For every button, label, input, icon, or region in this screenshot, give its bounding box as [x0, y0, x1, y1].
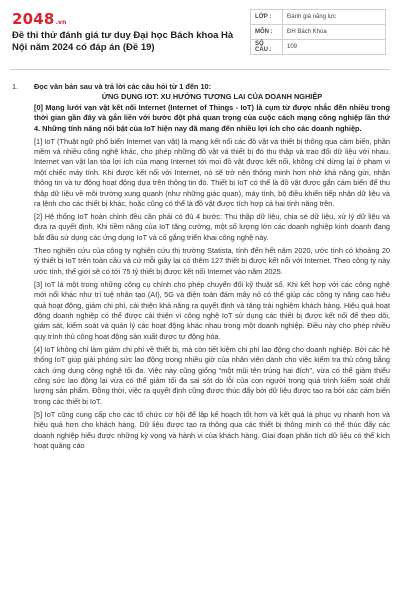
question-number: 1. [12, 82, 19, 91]
meta-value: ĐH Bách Khoa [283, 25, 386, 40]
meta-value: Đánh giá năng lực [283, 10, 386, 25]
paragraph-0: [0] Mạng lưới vạn vật kết nối Internet (Internet of Things - IoT) là cụm từ được nhắc đến nhiều trong thời gian gần đây và gắn liền với bước đột phá quan trọng của cuộc cách mạng công nghiệp lần thứ 4. Những tính năng nổi bật của IoT hiện nay đã mang đến nhiều lợi ích cho các doanh nghiệp. [34, 102, 390, 133]
question-content [12, 82, 390, 454]
paragraph-4: [3] IoT là một trong những công cụ chính cho phép chuyển đổi kỹ thuật số. Khi kết hợp với các công nghệ mới nổi khác như trí tuệ nhân tạo (AI), 5G và điện toán đám mây nó có thể giúp các công ty nâng cao hiệu quả hoạt động, giảm chi phí, cải thiện khả năng ra quyết định và tăng trải nghiệm khách hàng. Hiệu quả hoạt động doanh nghiệp có thể được cải thiện vì công nghệ IoT sử dụng các thiết bị được kết nối để theo dõi, giám sát, kiểm soát và quản lý các hoạt động khác nhau trong một doanh nghiệp. Điều này cho phép nhiều quy trình thủ công hoạt động sản xuất được tự động hóa. [34, 279, 390, 341]
header-divider [10, 69, 390, 70]
meta-row-class [251, 10, 386, 25]
paragraph-1: [1] IoT (Thuật ngữ phổ biến Internet vạn vật) là mạng kết nối các đồ vật và thiết bị thông qua cảm biến, phần mềm và nhiều công nghệ khác, cho phép những đồ vật và thiết bị đó thu thập và trao đổi dữ liệu với nhau. Internet vạn vật lan tỏa lợi ích của mạng Internet tới mọi đồ vật được kết nối, không chỉ dừng lại ở phạm vi một chiếc máy tính. Khi được kết nối với Internet, nó sẽ trở nên thông minh hơn nhờ khả năng gửi, nhận thông tin và tự động hoạt động dựa trên thông tin đó. Thiết bị IoT có thể là đồ vật được gắn cảm biến để thu thập dữ liệu về môi trường xung quanh (như những giác quan), máy tính, bộ điều khiển tiếp nhận dữ liệu và ra lệnh cho các thiết bị khác, hoặc cũng có thể là đồ vật được tích hợp cả hai tính năng trên. [34, 136, 390, 209]
paragraph-6: [5] IoT cũng cung cấp cho các tổ chức cơ hội để lập kế hoạch tốt hơn và kết quả là phục vụ nhanh hơn và hiệu quả hơn cho khách hàng. Dữ liệu được tạo ra thông qua các thiết bị thông minh có thể thúc đẩy các doanh nghiệp hiểu được những kỳ vọng và hành vi của khách hàng. Giai đoạn phân tích dữ liệu có thể kích hoạt quảng cáo [34, 409, 390, 450]
question-header [12, 82, 390, 92]
meta-key: MÔN : [251, 25, 283, 40]
article-title: ỨNG DỤNG IOT: XU HƯỚNG TƯƠNG LAI CỦA DOANH NGHIỆP [101, 92, 323, 102]
exam-meta-table [250, 9, 386, 55]
paragraph-2: [2] Hệ thống IoT hoàn chỉnh đều cần phải có đủ 4 bước: Thu thập dữ liệu, chia sẻ dữ liệu, xử lý dữ liệu và đưa ra quyết định. Khi tiềm năng của IoT tăng cường, một số lượng lớn các doanh nghiệp kinh doanh đang bắt đầu sử dụng các ứng dụng IoT và cố gắng triển khai công nghệ này. [34, 212, 390, 242]
logo-suffix: .vn [55, 19, 67, 26]
reading-passage [34, 92, 390, 451]
meta-key: LỚP : [251, 10, 283, 25]
meta-row-subject [251, 25, 386, 40]
meta-key: SỐ CÂU : [251, 40, 283, 55]
paragraph-5: [4] IoT không chỉ làm giảm chi phí về thiết bị, mà còn tiết kiệm chi phí lao động cho doanh nghiệp. Bởi các hệ thống IoT giúp giải phóng sức lao động trong nhiều giờ của nhân viên dành cho việc kiểm tra thủ công bằng cách ứng dụng công nghệ tối đa. Việc này cũng giống “một mũi tên trúng hai đích”, vừa có thể giảm thiểu công sức lao động lại vừa có thể giảm tối đa sai sót do lỗi của con người trong quá trình kiểm soát chất lượng sản phẩm. Đồng thời, việc ra quyết định cũng được thúc đẩy bởi dữ liệu được tạo ra bởi các cảm biến trong các thiết bị IoT. [34, 344, 390, 406]
page-header [0, 0, 400, 66]
meta-value: 109 [283, 40, 386, 55]
question-prompt: Đọc văn bản sau và trả lời các câu hỏi từ 1 đến 10: [34, 82, 212, 91]
paragraph-3: Theo nghiên cứu của công ty nghiên cứu thị trường Statista, tính đến hết năm 2020, ước tính có khoảng 20 tỷ thiết bị IoT trên toàn cầu và cứ mỗi giây lại có thêm 127 thiết bị được kết nối với Internet. Theo công ty này ước tính, thế giới sẽ có tới 75 tỷ thiết bị được kết nối Internet vào năm 2025. [34, 245, 390, 276]
meta-row-count [251, 40, 386, 55]
document-title: Đề thi thử đánh giá tư duy Đại học Bách khoa Hà Nội năm 2024 có đáp án (Đề 19) [12, 30, 234, 53]
logo-main: 2048 [12, 10, 55, 28]
